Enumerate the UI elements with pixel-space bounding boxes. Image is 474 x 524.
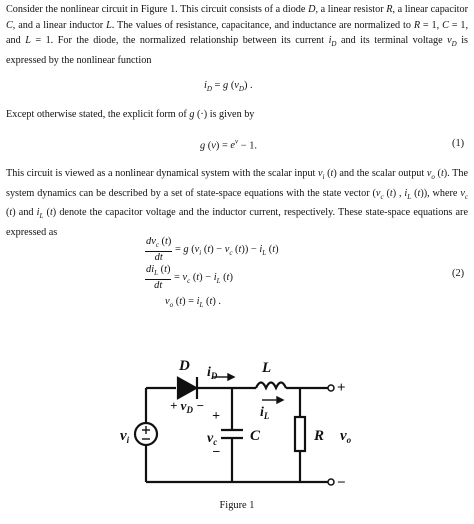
- inductor-symbol: [256, 383, 286, 389]
- label-out-minus: −: [337, 475, 346, 491]
- paragraph-intro: Consider the nonlinear circuit in Figure 1. This circuit consists of a diode D, a linear resistor R, a linear capacitor C, and a linear inductor L. The values of resistance, capacitance, and inductance are normalized to R = 1, C = 1, and L = 1. For the diode, the normalized relationship between its current $i_D$ and its terminal voltage $v_D$ is expressed by the nonlinear function: [6, 4, 469, 66]
- label-cap-plus: +: [212, 409, 220, 424]
- label-cap-voltage: $v_c$: [207, 431, 218, 447]
- label-cap-minus: −: [212, 445, 221, 460]
- label-diode-voltage: + $v_D$ −: [170, 398, 205, 415]
- label-output-voltage: $v_o$: [340, 428, 352, 445]
- diode-symbol: [178, 378, 196, 398]
- paragraph-g-form: Except otherwise stated, the explicit form of g (·) is given by: [6, 109, 255, 120]
- label-resistor: R: [314, 428, 325, 444]
- label-inductor-current: $i_L$: [260, 405, 270, 421]
- output-terminal-bottom: [328, 479, 334, 485]
- label-source-voltage: $v_i$: [120, 428, 130, 445]
- label-diode: D: [179, 358, 190, 374]
- equation-number-2: (2): [452, 268, 465, 279]
- label-inductor: L: [262, 360, 272, 376]
- paragraph-system: This circuit is viewed as a nonlinear dynamical system with the scalar input $v_i$ (t) and the scalar output $v_o$ (t). The system dynamics can be described by a set of state-space equations with the state vector ($v_c$ (t) , $i_L$ (t)), where $v_c$ (t) and $i_L$ (t) denote the capacitor voltage and the inductor current, respectively. These state-space equations are expressed as: [6, 168, 469, 238]
- equation-ss-output: $v_o$ $(t) = i_L$ (t) .: [165, 296, 221, 310]
- equation-g-form: g $(v) = e^v - 1$.: [200, 138, 257, 152]
- equation-ss-il: $\frac{di_L (t)}{dt}$ = $v_c$ $(t) - i_L$ (t): [146, 264, 233, 292]
- output-terminal-top: [328, 385, 334, 391]
- label-out-plus: +: [337, 380, 346, 396]
- equation-number-1: (1): [452, 138, 465, 149]
- resistor-symbol: [295, 417, 305, 451]
- circuit-diagram: [0, 350, 474, 500]
- equation-ss-vc: $\frac{dv_c (t)}{dt}$ = g ($v_i$ $(t) - v_c$ $(t)) - i_L$ (t): [146, 236, 279, 264]
- label-capacitor: C: [250, 428, 261, 444]
- label-diode-current: $i_D$: [207, 365, 218, 381]
- equation-diode: $i_D = g$ $(v_D)$ .: [204, 80, 253, 94]
- figure-caption: Figure 1: [219, 500, 255, 511]
